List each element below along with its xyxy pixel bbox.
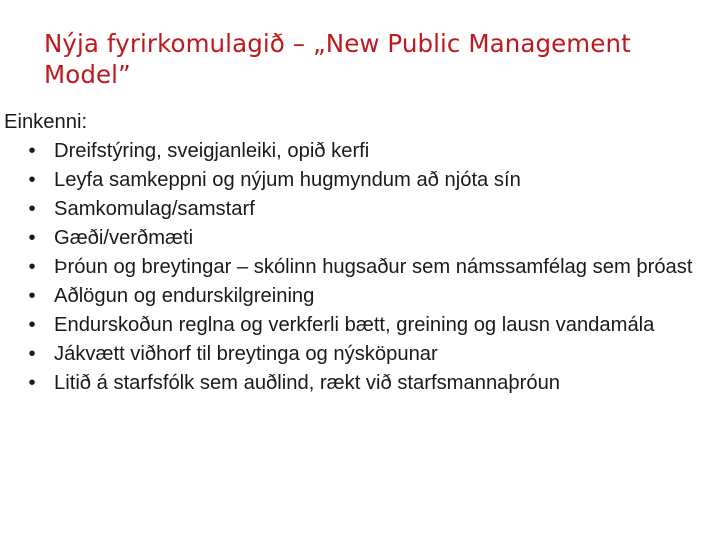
list-item-text: Aðlögun og endurskilgreining [54,285,315,307]
bullet-icon: • [28,256,36,278]
list-item [4,226,716,250]
bullet-icon: • [28,227,36,249]
list-item [4,284,716,308]
list-item-text: Gæði/verðmæti [54,227,194,249]
list-item-text: Dreifstýring, sveigjanleiki, opið kerfi [54,140,370,162]
slide-title: Nýja fyrirkomulagið – „New Public Management Model” [44,29,631,89]
list-item [4,168,716,192]
list-item-text: Jákvætt viðhorf til breytinga og nýsköpunar [54,343,438,365]
list-item-text: Þróun og breytingar – skólinn hugsaður sem námssamfélag sem þróast [54,256,693,278]
bullet-icon: • [28,198,36,220]
list-item [4,313,716,337]
bullet-icon: • [28,285,36,307]
bullet-icon: • [28,140,36,162]
list-item [4,197,716,221]
list-item-text: Samkomulag/samstarf [54,198,255,220]
bullet-icon: • [28,372,36,394]
list-item [4,139,716,163]
bullet-icon: • [28,169,36,191]
bullet-list [4,139,716,395]
bullet-icon: • [28,343,36,365]
slide-body [4,110,716,400]
list-item [4,255,716,279]
list-item-text: Litið á starfsfólk sem auðlind, rækt við starfsmannaþróun [54,372,561,394]
list-item-text: Leyfa samkeppni og nýjum hugmyndum að njóta sín [54,169,521,191]
list-item-text: Endurskoðun reglna og verkferli bætt, greining og lausn vandamála [54,314,655,336]
intro-text: Einkenni: [4,111,88,133]
list-item [4,342,716,366]
list-item [4,371,716,395]
bullet-icon: • [28,314,36,336]
